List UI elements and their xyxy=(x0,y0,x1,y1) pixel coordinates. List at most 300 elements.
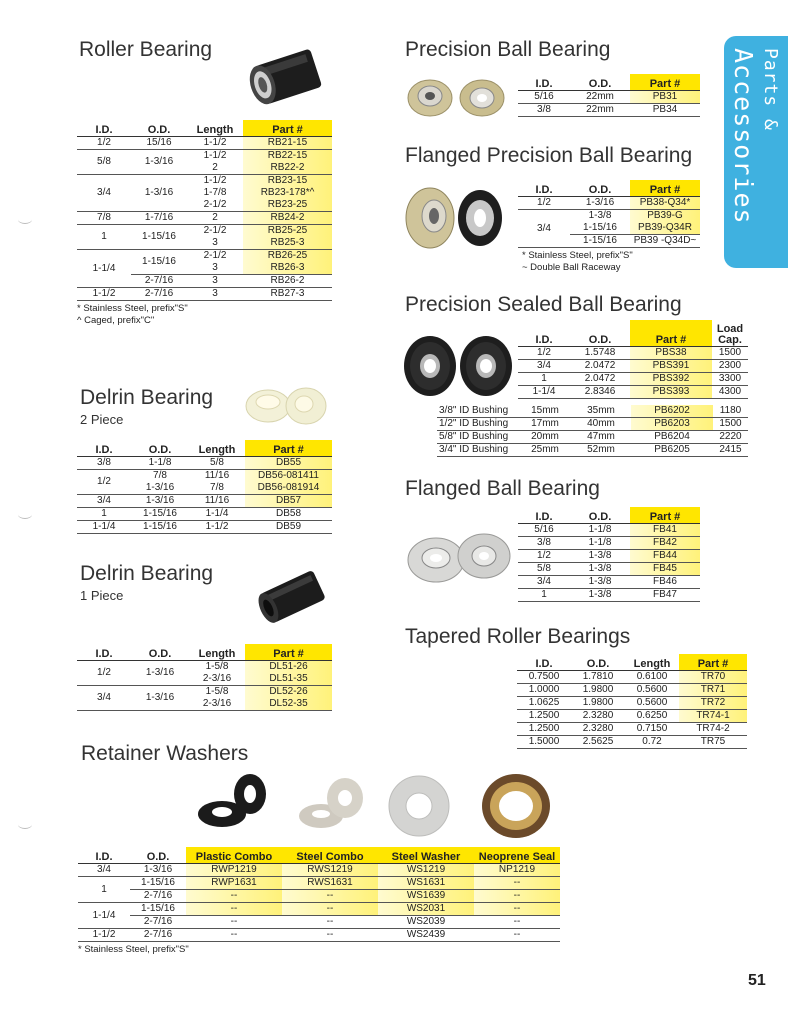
table-row xyxy=(518,563,700,576)
table-row xyxy=(77,250,332,263)
table-cell: 1 xyxy=(518,589,570,602)
flanged-ball-bearing-title: Flanged Ball Bearing xyxy=(405,477,600,500)
table-cell: 1-15/16 xyxy=(131,521,189,534)
table-cell: 1/2" ID Bushing xyxy=(437,418,519,431)
table-row xyxy=(437,405,748,418)
table-cell: WS1639 xyxy=(378,890,474,903)
table-cell: 7/8 xyxy=(189,482,245,495)
delrin-2pc-title: Delrin Bearing xyxy=(80,386,214,409)
delrin-1pc-table xyxy=(77,644,332,711)
table-cell: 0.5600 xyxy=(625,684,679,697)
table-cell: 2-1/2 xyxy=(203,250,227,261)
table-cell: DB59 xyxy=(245,521,332,534)
table-cell: 1-7/16 xyxy=(131,212,187,225)
table-row xyxy=(77,150,332,163)
table-row xyxy=(78,864,560,877)
table-cell: 17mm xyxy=(519,418,571,431)
table-cell: 3/4" ID Bushing xyxy=(437,444,519,457)
table-cell: 1-3/8 xyxy=(570,563,630,576)
table-row xyxy=(518,576,700,589)
table-cell: FB45 xyxy=(630,563,700,576)
table-row xyxy=(518,210,700,223)
table-cell: 3/4 xyxy=(518,576,570,589)
fpbb-note-stainless: * Stainless Steel, prefix"S" xyxy=(522,250,633,261)
table-cell: 1-15/16 xyxy=(131,225,187,250)
table-cell: TR72 xyxy=(679,697,747,710)
table-cell: 2-3/16 xyxy=(189,698,245,711)
table-cell: 1-3/16 xyxy=(130,864,186,877)
table-cell: 1/2 xyxy=(518,550,570,563)
table-row xyxy=(517,671,747,684)
table-cell: 2.3280 xyxy=(571,710,625,723)
table-row xyxy=(77,457,332,470)
table-cell: 35mm xyxy=(571,405,631,418)
table-cell: 40mm xyxy=(571,418,631,431)
table-cell: RB25-25 xyxy=(243,225,332,238)
table-cell: TR74-2 xyxy=(679,723,747,736)
table-cell: 47mm xyxy=(571,431,631,444)
table-cell: -- xyxy=(474,929,560,942)
category-tab-label xyxy=(730,48,784,225)
retainer-washers-title: Retainer Washers xyxy=(81,742,249,765)
table-cell: 5/8 xyxy=(77,150,131,175)
table-row xyxy=(517,736,747,749)
table-cell: 3/8 xyxy=(518,104,570,117)
table-cell: PB6205 xyxy=(631,444,713,457)
table-cell: 1-3/8 xyxy=(570,550,630,563)
table-cell: FB47 xyxy=(630,589,700,602)
roller-note-stainless: * Stainless Steel, prefix"S" xyxy=(77,303,188,314)
table-cell: PB38-Q34* xyxy=(630,197,700,210)
roller-bearing-title: Roller Bearing xyxy=(79,38,213,61)
table-row xyxy=(517,684,747,697)
table-cell: 22mm xyxy=(570,91,630,104)
table-cell: 3 xyxy=(187,275,243,288)
table-cell: DB57 xyxy=(245,495,332,508)
flanged-precision-ball-bearing-title: Flanged Precision Ball Bearing xyxy=(405,144,693,167)
table-row xyxy=(518,197,700,210)
table-cell: RB23-15 xyxy=(243,175,332,188)
table-cell: RB24-2 xyxy=(243,212,332,225)
table-cell: 1 xyxy=(518,373,570,386)
category-tab-line2: Accessories xyxy=(729,48,758,225)
tapered-roller-bearings-title: Tapered Roller Bearings xyxy=(405,625,631,648)
table-cell: RB25-3 xyxy=(243,237,332,250)
table-cell: 20mm xyxy=(519,431,571,444)
table-cell: RB23-25 xyxy=(243,199,332,212)
table-cell: 1500 xyxy=(712,347,748,360)
category-tab-line1: Parts & xyxy=(760,48,781,131)
table-row xyxy=(518,589,700,602)
precision-sealed-ball-bearing-table xyxy=(518,320,748,399)
table-row xyxy=(77,175,332,188)
table-cell: 0.5600 xyxy=(625,697,679,710)
table-row xyxy=(77,212,332,225)
flanged-precision-ball-bearing-table xyxy=(518,180,700,274)
table-cell: 5/8" ID Bushing xyxy=(437,431,519,444)
col-id: I.D. xyxy=(77,440,131,457)
table-cell: -- xyxy=(474,903,560,916)
table-cell: 1-1/2 xyxy=(78,929,130,942)
table-cell: 3/8 xyxy=(518,537,570,550)
table-cell: DL52-26 xyxy=(245,686,332,699)
table-row xyxy=(77,137,332,150)
steel-washer-image xyxy=(385,770,453,842)
fpbb-note-raceway: ~ Double Ball Raceway xyxy=(522,262,621,273)
table-cell: 5/8 xyxy=(518,563,570,576)
table-cell: 0.7500 xyxy=(517,671,571,684)
table-cell: 1-1/8 xyxy=(570,537,630,550)
tapered-roller-bearings-table xyxy=(517,654,747,749)
neoprene-seal-image xyxy=(478,770,554,842)
table-cell: 1500 xyxy=(713,418,748,431)
table-row xyxy=(437,418,748,431)
table-cell: 22mm xyxy=(570,104,630,117)
precision-sealed-ball-bearing-image xyxy=(400,330,518,400)
table-cell: 3300 xyxy=(712,373,748,386)
table-cell: DB56-081411 xyxy=(245,470,332,483)
table-cell: 1-1/2 xyxy=(187,137,243,150)
table-cell: 25mm xyxy=(519,444,571,457)
table-cell: RB21-15 xyxy=(243,137,332,150)
table-cell: RWP1219 xyxy=(186,864,282,877)
table-row xyxy=(437,444,748,457)
table-cell: 1-3/16 xyxy=(131,661,189,686)
table-cell: 4300 xyxy=(712,386,748,399)
table-cell: 1.5748 xyxy=(570,347,630,360)
table-cell: DB56-081914 xyxy=(245,482,332,495)
col-length: Length xyxy=(187,120,243,137)
table-cell: 0.6100 xyxy=(625,671,679,684)
table-cell: 1-3/16 xyxy=(131,175,187,212)
col-part: Part # xyxy=(630,320,712,347)
col-od: O.D. xyxy=(131,644,189,661)
table-cell: 1-1/4 xyxy=(189,508,245,521)
table-cell: 2-7/16 xyxy=(130,916,186,929)
table-cell: 1-3/8 xyxy=(570,589,630,602)
table-cell: -- xyxy=(282,903,378,916)
table-cell: 3 xyxy=(187,288,243,301)
steel-combo-image xyxy=(293,772,375,840)
delrin-1pc-title: Delrin Bearing xyxy=(80,562,214,585)
table-cell: 1.9800 xyxy=(571,697,625,710)
table-cell: 1-15/16 xyxy=(130,903,186,916)
table-row xyxy=(77,661,332,674)
table-cell: RB27-3 xyxy=(243,288,332,301)
roller-note-caged: ^ Caged, prefix"C" xyxy=(77,315,155,326)
precision-ball-bearing-title: Precision Ball Bearing xyxy=(405,38,611,61)
table-cell: 2-7/16 xyxy=(130,890,186,903)
table-cell: 15/16 xyxy=(131,137,187,150)
table-cell: 7/8 xyxy=(77,212,131,225)
table-cell: -- xyxy=(474,890,560,903)
table-row xyxy=(518,104,700,117)
table-row xyxy=(77,470,332,483)
table-cell: WS2031 xyxy=(378,903,474,916)
col-plastic-combo: Plastic Combo xyxy=(186,847,282,864)
table-cell: -- xyxy=(186,903,282,916)
table-cell: 1-3/16 xyxy=(131,495,189,508)
table-cell: 1-5/8 xyxy=(205,661,229,672)
table-cell: DL51-26 xyxy=(245,661,332,674)
table-cell: PB6202 xyxy=(631,405,713,418)
delrin-1pc-subtitle: 1 Piece xyxy=(80,588,124,603)
table-row xyxy=(518,373,748,386)
table-cell: 1180 xyxy=(713,405,748,418)
table-cell: 1-1/2 xyxy=(189,521,245,534)
table-cell: TR70 xyxy=(679,671,747,684)
table-row xyxy=(78,903,560,916)
table-cell: 2220 xyxy=(713,431,748,444)
table-row xyxy=(518,550,700,563)
table-cell: 52mm xyxy=(571,444,631,457)
table-cell: PB6204 xyxy=(631,431,713,444)
table-cell: PBS393 xyxy=(630,386,712,399)
col-id: I.D. xyxy=(78,847,130,864)
table-cell: 1/2 xyxy=(77,661,131,686)
table-cell: 3/8" ID Bushing xyxy=(437,405,519,418)
table-cell: PB39-G xyxy=(630,210,700,223)
col-steel-washer: Steel Washer xyxy=(378,847,474,864)
table-cell: WS2039 xyxy=(378,916,474,929)
table-cell: PB34 xyxy=(630,104,700,117)
col-neoprene-seal: Neoprene Seal xyxy=(474,847,560,864)
col-load-cap: Load Cap. xyxy=(712,320,748,347)
table-row xyxy=(78,890,560,903)
table-cell: 5/8 xyxy=(189,457,245,470)
table-cell: 3/4 xyxy=(77,495,131,508)
table-cell: PB6203 xyxy=(631,418,713,431)
col-length: Length xyxy=(189,644,245,661)
col-od: O.D. xyxy=(571,654,625,671)
table-cell: RB26-3 xyxy=(243,262,332,275)
table-cell: 0.72 xyxy=(625,736,679,749)
binder-hole xyxy=(18,510,32,519)
col-id: I.D. xyxy=(517,654,571,671)
table-cell: 1-1/4 xyxy=(78,903,130,929)
table-cell: 0.7150 xyxy=(625,723,679,736)
table-cell: 11/16 xyxy=(204,470,230,481)
table-cell: 11/16 xyxy=(189,495,245,508)
table-cell: 1 xyxy=(77,508,131,521)
table-cell: WS1219 xyxy=(378,864,474,877)
table-row xyxy=(517,697,747,710)
table-cell: 2.3280 xyxy=(571,723,625,736)
table-cell: 3/4 xyxy=(77,175,131,212)
table-cell: RB22-2 xyxy=(243,162,332,175)
table-cell: RWP1631 xyxy=(186,877,282,890)
table-cell: DL51-35 xyxy=(245,673,332,686)
table-cell: 2 xyxy=(187,212,243,225)
precision-ball-bearing-table xyxy=(518,74,700,117)
table-row xyxy=(77,508,332,521)
table-row xyxy=(78,929,560,942)
roller-bearing-table xyxy=(77,120,332,327)
table-cell: 1-5/8 xyxy=(205,686,229,697)
table-cell: 3/4 xyxy=(78,864,130,877)
table-cell: 1-3/16 xyxy=(131,686,189,711)
table-row xyxy=(518,360,748,373)
table-cell: 5/16 xyxy=(518,91,570,104)
table-cell: -- xyxy=(186,916,282,929)
table-cell: PB39 -Q34D~ xyxy=(630,235,700,248)
table-cell: 1 xyxy=(77,225,131,250)
col-part: Part # xyxy=(245,644,332,661)
col-part: Part # xyxy=(630,507,700,524)
delrin-2pc-subtitle: 2 Piece xyxy=(80,412,124,427)
table-cell: PB31 xyxy=(630,91,700,104)
table-cell: WS2439 xyxy=(378,929,474,942)
table-cell: 1.0625 xyxy=(517,697,571,710)
table-cell: 1-15/16 xyxy=(131,250,187,275)
table-cell: 1-3/16 xyxy=(570,197,630,210)
delrin-1pc-image xyxy=(250,563,334,631)
table-cell: 7/8 xyxy=(153,470,167,481)
table-row xyxy=(77,288,332,301)
table-cell: DL52-35 xyxy=(245,698,332,711)
binder-hole xyxy=(18,820,32,829)
table-cell: 1-1/4 xyxy=(518,386,570,399)
table-cell: RB26-2 xyxy=(243,275,332,288)
table-cell: 1-3/8 xyxy=(570,576,630,589)
table-row xyxy=(517,723,747,736)
delrin-2pc-image xyxy=(240,380,332,430)
table-cell: -- xyxy=(282,890,378,903)
table-cell: -- xyxy=(282,916,378,929)
table-cell: TR74-1 xyxy=(679,710,747,723)
flanged-ball-bearing-table xyxy=(518,507,700,602)
table-cell: -- xyxy=(282,929,378,942)
col-id: I.D. xyxy=(518,507,570,524)
table-cell: 2-3/16 xyxy=(189,673,245,686)
table-cell: RWS1631 xyxy=(282,877,378,890)
col-part: Part # xyxy=(679,654,747,671)
table-cell: 3/8 xyxy=(77,457,131,470)
table-cell: 1-1/2 xyxy=(77,288,131,301)
col-od: O.D. xyxy=(570,180,630,197)
col-id: I.D. xyxy=(77,644,131,661)
flanged-precision-ball-bearing-image xyxy=(400,180,512,256)
table-cell: 1.0000 xyxy=(517,684,571,697)
table-cell: 2.5625 xyxy=(571,736,625,749)
table-cell: 3 xyxy=(187,262,243,275)
table-cell: 1.5000 xyxy=(517,736,571,749)
table-cell: TR71 xyxy=(679,684,747,697)
table-row xyxy=(437,431,748,444)
table-cell: RWS1219 xyxy=(282,864,378,877)
table-cell: 2.0472 xyxy=(570,373,630,386)
table-cell: 15mm xyxy=(519,405,571,418)
col-id: I.D. xyxy=(518,74,570,91)
table-cell: 1-1/4 xyxy=(77,250,131,288)
table-row xyxy=(78,916,560,929)
table-row xyxy=(518,386,748,399)
col-od: O.D. xyxy=(131,440,189,457)
table-cell: PBS392 xyxy=(630,373,712,386)
table-cell: 1-15/16 xyxy=(131,508,189,521)
col-length: Length xyxy=(189,440,245,457)
table-cell: 1.9800 xyxy=(571,684,625,697)
table-cell: PBS38 xyxy=(630,347,712,360)
table-cell: 2415 xyxy=(713,444,748,457)
table-cell: 1-7/8 xyxy=(203,187,227,198)
table-cell: 2-7/16 xyxy=(130,929,186,942)
table-cell: 3/4 xyxy=(518,210,570,248)
table-cell: 1/2 xyxy=(77,470,131,495)
table-cell: RB22-15 xyxy=(243,150,332,163)
table-cell: 1-3/16 xyxy=(131,150,187,175)
table-cell: 1-15/16 xyxy=(570,235,630,248)
table-cell: FB41 xyxy=(630,524,700,537)
table-row xyxy=(518,91,700,104)
col-id: I.D. xyxy=(518,320,570,347)
table-cell: 2.8346 xyxy=(570,386,630,399)
table-row xyxy=(518,524,700,537)
table-cell: TR75 xyxy=(679,736,747,749)
table-cell: 2-1/2 xyxy=(187,199,243,212)
table-cell: PB39-Q34R xyxy=(630,222,700,235)
table-cell: DB55 xyxy=(245,457,332,470)
roller-bearing-image xyxy=(240,42,328,116)
table-cell: 0.6250 xyxy=(625,710,679,723)
table-cell: -- xyxy=(474,877,560,890)
table-row xyxy=(77,521,332,534)
table-cell: 1.2500 xyxy=(517,710,571,723)
col-part: Part # xyxy=(243,120,332,137)
col-od: O.D. xyxy=(570,507,630,524)
table-cell: -- xyxy=(186,929,282,942)
table-cell: FB46 xyxy=(630,576,700,589)
washers-note-stainless: * Stainless Steel, prefix"S" xyxy=(78,944,189,955)
table-cell: 1-1/2 xyxy=(203,175,227,186)
table-cell: 1/2 xyxy=(518,347,570,360)
table-row xyxy=(78,877,560,890)
table-cell: 1-1/8 xyxy=(570,524,630,537)
table-cell: -- xyxy=(186,890,282,903)
table-cell: 2 xyxy=(187,162,243,175)
table-row xyxy=(77,686,332,699)
table-cell: FB42 xyxy=(630,537,700,550)
category-tab xyxy=(724,36,788,268)
table-cell: 5/16 xyxy=(518,524,570,537)
table-cell: 1-1/4 xyxy=(77,521,131,534)
table-cell: 2300 xyxy=(712,360,748,373)
table-cell: 2.0472 xyxy=(570,360,630,373)
table-row xyxy=(517,710,747,723)
col-od: O.D. xyxy=(131,120,187,137)
table-cell: 1-3/16 xyxy=(131,482,189,495)
col-part: Part # xyxy=(630,180,700,197)
precision-ball-bearing-image xyxy=(402,74,512,124)
table-cell: PBS391 xyxy=(630,360,712,373)
table-cell: 1.2500 xyxy=(517,723,571,736)
col-od: O.D. xyxy=(570,320,630,347)
delrin-2pc-table xyxy=(77,440,332,534)
col-id: I.D. xyxy=(77,120,131,137)
plastic-combo-image xyxy=(190,770,280,840)
table-cell: RB26-25 xyxy=(243,250,332,263)
table-cell: FB44 xyxy=(630,550,700,563)
col-part: Part # xyxy=(245,440,332,457)
col-part: Part # xyxy=(630,74,700,91)
table-cell: -- xyxy=(474,916,560,929)
table-cell: 1-1/2 xyxy=(203,150,227,161)
col-od: O.D. xyxy=(130,847,186,864)
table-row xyxy=(77,495,332,508)
table-cell: 1-3/8 xyxy=(588,210,612,221)
precision-sealed-ball-bearing-title: Precision Sealed Ball Bearing xyxy=(405,293,682,316)
table-cell: 1 xyxy=(78,877,130,903)
